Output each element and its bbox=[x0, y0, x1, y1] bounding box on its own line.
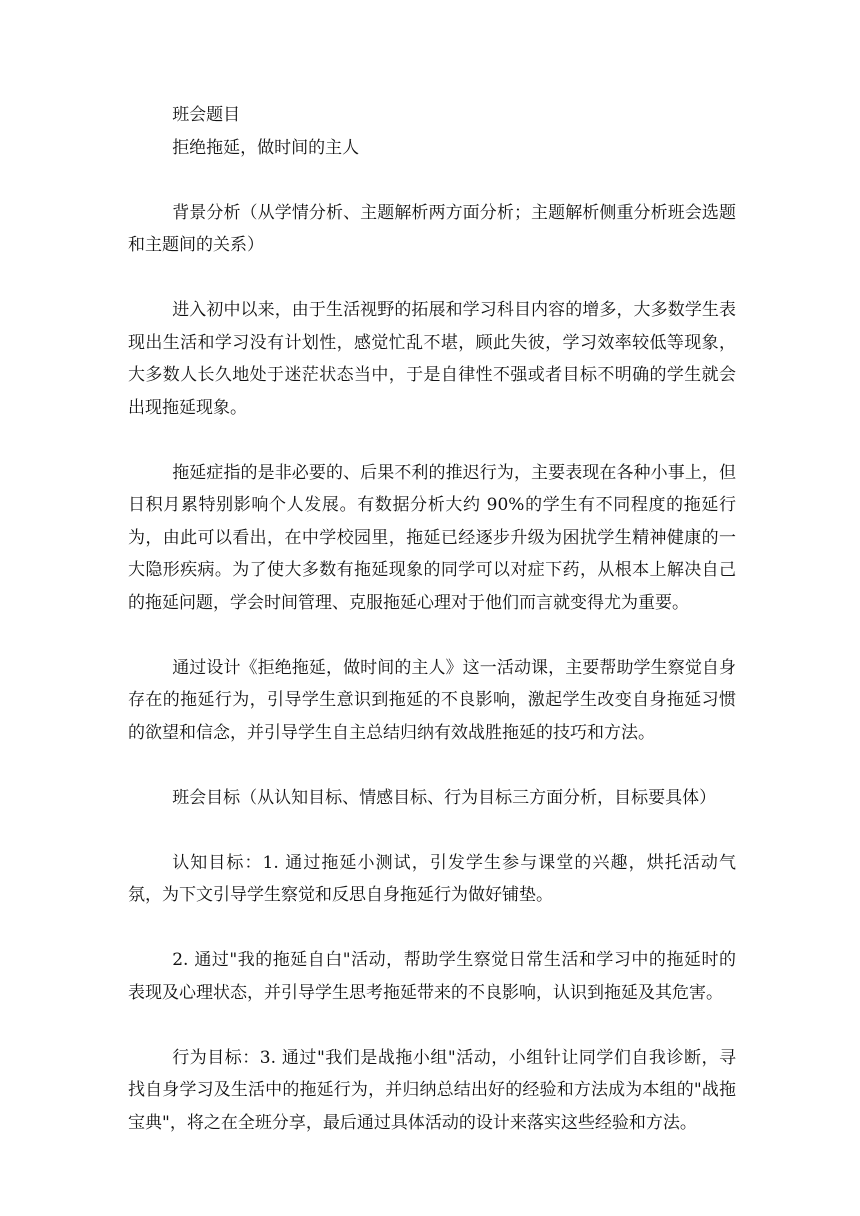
background-paragraph-2: 拖延症指的是非必要的、后果不利的推迟行为，主要表现在各种小事上，但日积月累特别影响个人发展。有数据分析大约 90%的学生有不同程度的拖延行为，由此可以看出，在中学校园里，拖延已经逐步升级为困扰学生精神健康的一大隐形疾病。为了使大多数有拖延现象的同学可以对症下药，从根本上解决自己的拖延问题，学会时间管理、克服拖延心理对于他们而言就变得尤为重要。 bbox=[128, 462, 736, 613]
cognitive-goal-1: 认知目标：1. 通过拖延小测试，引发学生参与课堂的兴趣，烘托活动气氛，为下文引导学生察觉和反思自身拖延行为做好铺垫。 bbox=[128, 852, 736, 905]
cognitive-goal-2: 2. 通过"我的拖延自白"活动，帮助学生察觉日常生活和学习中的拖延时的表现及心理状态，并引导学生思考拖延带来的不良影响，认识到拖延及其危害。 bbox=[128, 950, 736, 1003]
background-analysis-heading: 背景分析（从学情分析、主题解析两方面分析；主题解析侧重分析班会选题和主题间的关系） bbox=[128, 202, 736, 255]
background-paragraph-1: 进入初中以来，由于生活视野的拓展和学习科目内容的增多，大多数学生表现出生活和学习没有计划性，感觉忙乱不堪，顾此失彼，学习效率较低等现象，大多数人长久地处于迷茫状态当中，于是自律性不强或者目标不明确的学生就会出现拖延现象。 bbox=[128, 300, 736, 418]
class-goals-heading: 班会目标（从认知目标、情感目标、行为目标三方面分析，目标要具体） bbox=[172, 787, 717, 808]
class-topic-title: 拒绝拖延，做时间的主人 bbox=[172, 137, 360, 158]
class-topic-heading: 班会题目 bbox=[172, 105, 241, 125]
behavior-goal-3: 行为目标：3. 通过"我们是战拖小组"活动，小组针让同学们自我诊断，寻找自身学习及生活中的拖延行为，并归纳总结出好的经验和方法成为本组的"战拖宝典"，将之在全班分享，最后通过具体活动的设计来落实这些经验和方法。 bbox=[128, 1047, 736, 1133]
background-paragraph-3: 通过设计《拒绝拖延，做时间的主人》这一活动课，主要帮助学生察觉自身存在的拖延行为，引导学生意识到拖延的不良影响，激起学生改变自身拖延习惯的欲望和信念，并引导学生自主总结归纳有效战胜拖延的技巧和方法。 bbox=[128, 657, 736, 743]
document-body bbox=[128, 99, 736, 1139]
